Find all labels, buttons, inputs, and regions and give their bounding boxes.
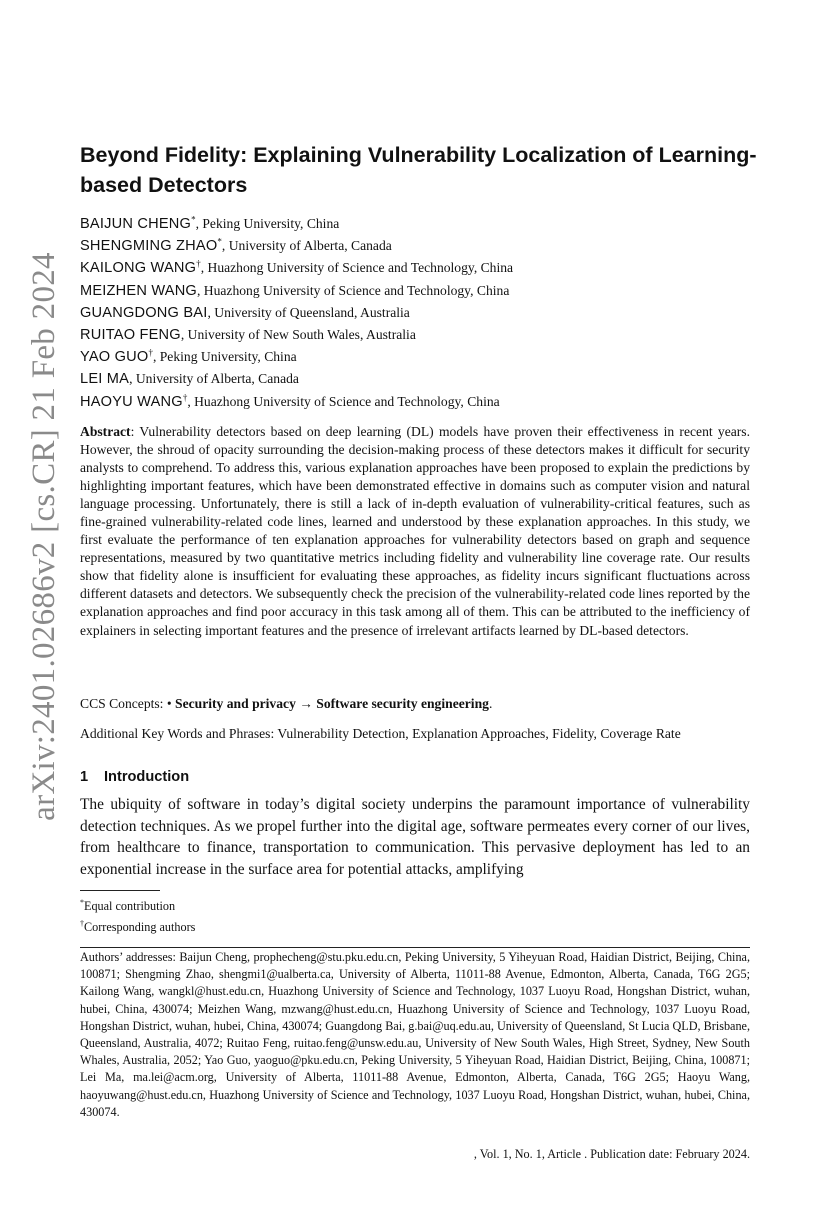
author-mark: † <box>196 258 201 269</box>
author-name: RUITAO FENG <box>80 326 181 343</box>
author-mark: * <box>191 214 196 225</box>
author-line <box>80 213 760 235</box>
keywords: Additional Key Words and Phrases: Vulnerability Detection, Explanation Approaches, Fidelity, Coverage Rate <box>80 726 681 741</box>
author-line <box>80 280 760 302</box>
footnotes <box>80 894 750 936</box>
intro-paragraph: The ubiquity of software in today’s digital society underpins the paramount importance of vulnerability detection techniques. As we propel further into the digital age, software permeates every corner of our lives, from healthcare to finance, transportation to communication. This pervasive deployment has led to an exponential increase in the surface area for potential attacks, amplifying <box>80 796 750 878</box>
footnote-text: Equal contribution <box>84 899 176 914</box>
author-line <box>80 346 760 368</box>
footnote-mark: † <box>80 919 84 929</box>
abstract <box>80 423 750 640</box>
author-affiliation: , Peking University, China <box>152 349 297 365</box>
author-name: BAIJUN CHENG <box>80 216 192 232</box>
author-name: MEIZHEN WANG <box>80 282 197 299</box>
author-affiliation: , University of New South Wales, Australia <box>180 326 416 342</box>
address-divider <box>80 947 750 948</box>
arxiv-stamp <box>16 238 72 834</box>
paper-title: Beyond Fidelity: Explaining Vulnerability Localization of Learning-based Detectors <box>80 143 757 197</box>
section-title: Introduction <box>104 769 190 785</box>
author-mark: † <box>148 347 153 358</box>
section-number: 1 <box>80 769 89 785</box>
author-addresses: Authors’ addresses: Baijun Cheng, prophecheng@stu.pku.edu.cn, Peking University, 5 Yiheyuan Road, Haidian District, Beijing, China, 100871; Shengming Zhao, shengmi1@ualberta.ca, University of Alberta, 11011-88 Avenue, Edmonton, Alberta, Canada, T6G 2G5; Kailong Wang, wangkl@hust.edu.cn, Huazhong University of Science and Technology, 1037 Luoyu Road, Hongshan District, wuhan, hubei, China, 430074; Meizhen Wang, mzwang@hust.edu.cn, Huazhong University of Science and Technology, 1037 Luoyu Road, Hongshan District, wuhan, hubei, China, 430074; Guangdong Bai, g.bai@uq.edu.au, University of Queensland, St Lucia QLD, Brisbane, Queensland, Australia, 4072; Ruitao Feng, ruitao.feng@unsw.edu.au, University of New South Wales, High Street, Sydney, New South Whales, Australia, 2052; Yao Guo, yaoguo@pku.edu.cn, Peking University, 5 Yiheyuan Road, Haidian District, Beijing, China, 100871; Lei Ma, ma.lei@acm.org, University of Alberta, 11011-88 Avenue, Edmonton, Alberta, Canada, T6G 2G5; Haoyu Wang, haoyuwang@hust.edu.cn, Huazhong University of Science and Technology, 1037 Luoyu Road, Hongshan District, wuhan, hubei, China, 430074. <box>80 950 750 1119</box>
author-mark: † <box>182 391 188 402</box>
author-line <box>80 235 760 257</box>
author-line <box>80 302 760 324</box>
author-affiliation: , University of Alberta, Canada <box>221 238 392 254</box>
footnote-text: Corresponding authors <box>84 920 196 935</box>
ccs-subconcept: Software security engineering <box>316 696 489 711</box>
author-list <box>80 213 760 413</box>
publication-info: , Vol. 1, No. 1, Article . Publication date: February 2024. <box>473 1147 750 1161</box>
author-line <box>80 257 760 279</box>
author-name: KAILONG WANG <box>80 260 197 277</box>
author-affiliation: , Huazhong University of Science and Technology, China <box>196 282 510 298</box>
author-affiliation: , University of Queensland, Australia <box>207 304 410 320</box>
author-name: YAO GUO <box>80 349 149 366</box>
footnote <box>80 894 750 915</box>
ccs-prefix: CCS Concepts: • <box>80 696 176 711</box>
author-name: LEI MA <box>80 371 130 388</box>
ccs-suffix: . <box>488 696 493 711</box>
ccs-concept: Security and privacy <box>175 696 296 711</box>
ccs-arrow: → <box>295 696 317 711</box>
author-name: SHENGMING ZHAO <box>80 238 218 255</box>
author-name: HAOYU WANG <box>80 393 183 410</box>
section-heading <box>80 767 189 787</box>
abstract-text: : Vulnerability detectors based on deep learning (DL) models have proven their effectiveness in recent years. However, the shroud of opacity surrounding the decision-making process of these detectors makes it difficult for security analysts to comprehend. To address this, various explanation approaches have been proposed to explain the predictions by highlighting important features, which have been demonstrated effective in domains such as computer vision and natural language processing. Unfortunately, there is still a lack of in-depth evaluation of vulnerability-critical features, such as fine-grained vulnerability-related code lines, learned and understood by these explanation approaches. In this study, we first evaluate the performance of ten explanation approaches for vulnerability detectors based on graph and sequence representations, measured by two quantitative metrics including fidelity and vulnerability line coverage rate. Our results show that fidelity alone is insufficient for evaluating these approaches, as fidelity incurs significant fluctuations across different datasets and detectors. We subsequently check the precision of the vulnerability-related code lines reported by the explanation approaches and find poor accuracy in this task among all of them. This can be attributed to the inefficiency of explainers in selecting important features and the presence of irrelevant artifacts learned by DL-based detectors. <box>80 424 750 638</box>
arxiv-stamp-text: arXiv:2401.02686v2 [cs.CR] 21 Feb 2024 <box>25 251 62 821</box>
author-affiliation: , Peking University, China <box>195 216 340 231</box>
footnote-mark: * <box>80 898 84 907</box>
author-affiliation: , University of Alberta, Canada <box>129 371 299 387</box>
author-mark: * <box>217 236 222 247</box>
footnote-divider <box>80 890 160 891</box>
author-affiliation: , Huazhong University of Science and Technology, China <box>200 260 514 276</box>
author-line <box>80 391 760 413</box>
ccs-concepts <box>80 695 750 713</box>
author-line <box>80 368 760 390</box>
author-line <box>80 324 760 346</box>
author-affiliation: , Huazhong University of Science and Technology, China <box>187 393 500 409</box>
footnote <box>80 915 750 936</box>
abstract-label: Abstract <box>80 424 131 439</box>
author-name: GUANGDONG BAI <box>80 304 208 321</box>
